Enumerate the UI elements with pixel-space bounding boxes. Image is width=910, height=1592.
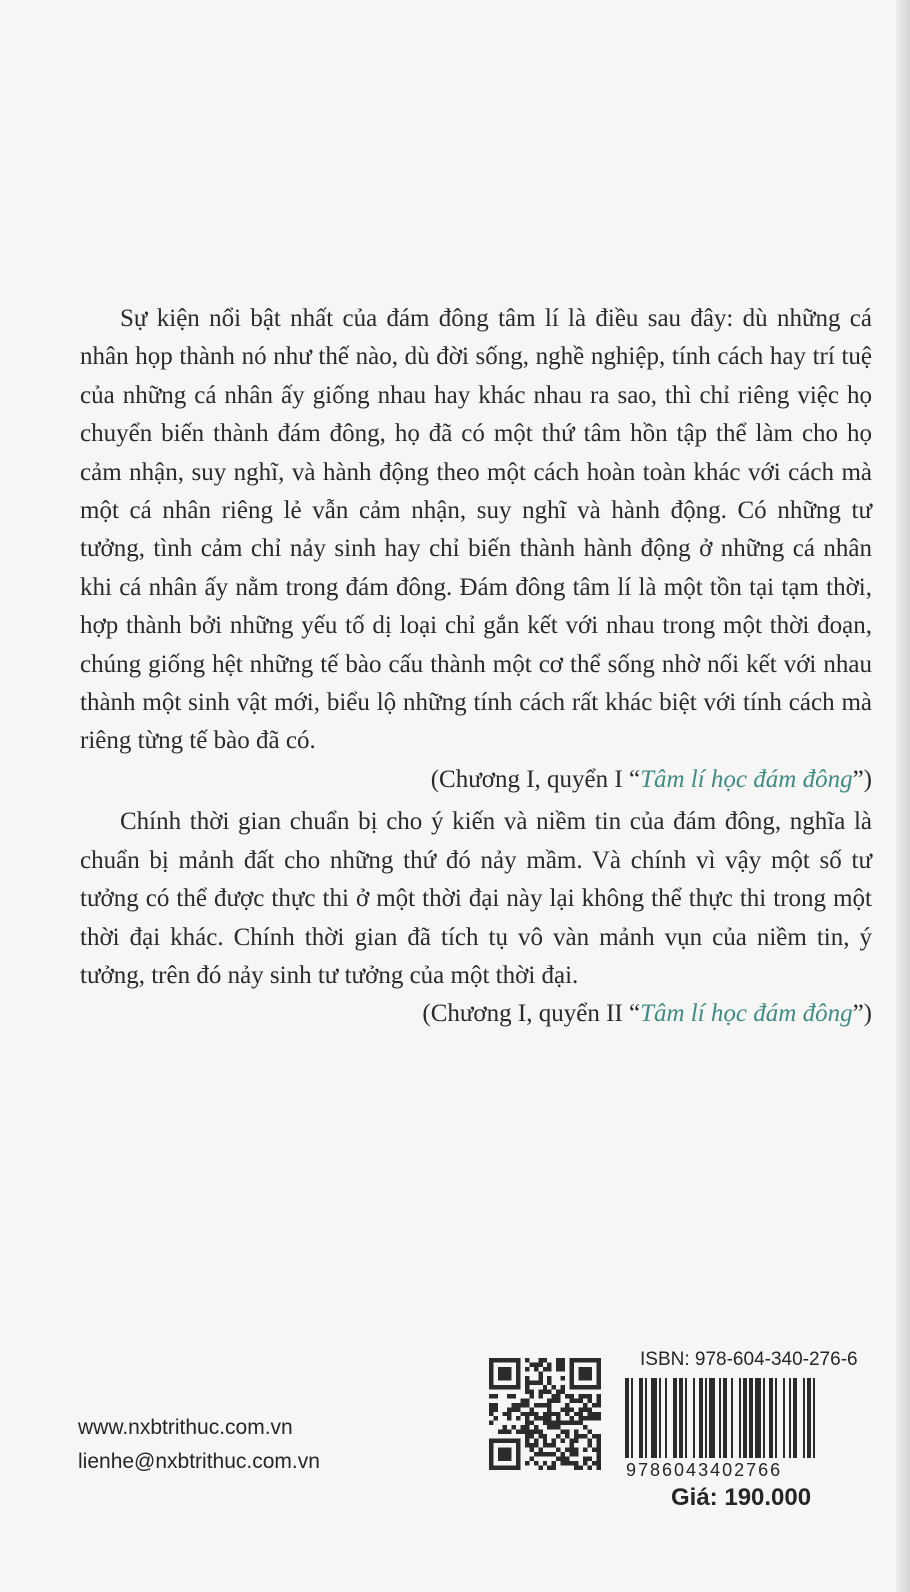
citation-1	[80, 761, 872, 799]
citation-2	[80, 995, 872, 1033]
citation-2-book-title: Tâm lí học đám đông	[640, 1000, 853, 1028]
citation-1-book-title: Tâm lí học đám đông	[640, 765, 853, 793]
barcode-number: 9786043402766	[626, 1460, 783, 1480]
price: Giá: 190.000	[671, 1484, 812, 1511]
cover-edge	[896, 0, 910, 1592]
publisher-email: lienhe@nxbtrithuc.com.vn	[78, 1450, 320, 1473]
publisher-contact	[78, 1411, 320, 1479]
citation-2-prefix: (Chương I, quyển II “	[422, 1000, 641, 1028]
quote-paragraph-2: Chính thời gian chuẩn bị cho ý kiến và niềm tin của đám đông, nghĩa là chuẩn bị mảnh đất cho những thứ đó nảy mầm. Và chính vì vậy một số tư tưởng có thể được thực thi ở một thời đại này lại không thể thực thi trong một thời đại khác. Chính thời gian đã tích tụ vô vàn mảnh vụn của niềm tin, ý tưởng, trên đó nảy sinh tư tưởng của một thời đại.	[80, 808, 872, 989]
quote-paragraph-1: Sự kiện nổi bật nhất của đám đông tâm lí là điều sau đây: dù những cá nhân họp thành nó như thế nào, dù đời sống, nghề nghiệp, tính cách hay trí tuệ của những cá nhân ấy giống nhau hay khác nhau ra sao, thì chỉ riêng việc họ chuyển biến thành đám đông, họ đã có một thứ tâm hồn tập thể làm cho họ cảm nhận, suy nghĩ, và hành động theo một cách hoàn toàn khác với cách mà một cá nhân riêng lẻ vẫn cảm nhận, suy nghĩ và hành động. Có những tư tưởng, tình cảm chỉ nảy sinh hay chỉ biến thành hành động ở những cá nhân khi cá nhân ấy nằm trong đám đông. Đám đông tâm lí là một tồn tại tạm thời, hợp thành bởi những yếu tố dị loại chỉ gắn kết với nhau trong một thời đoạn, chúng giống hệt những tế bào cấu thành một cơ thể sống nhờ nối kết với nhau thành một sinh vật mới, biểu lộ những tính cách rất khác biệt với tính cách mà riêng từng tế bào đã có.	[80, 305, 872, 755]
citation-2-suffix: ”)	[852, 1000, 872, 1028]
quote-section	[80, 300, 872, 1038]
isbn-label: ISBN: 978-604-340-276-6	[640, 1349, 858, 1370]
citation-1-prefix: (Chương I, quyển I “	[430, 765, 641, 793]
isbn-barcode	[625, 1378, 865, 1470]
citation-1-suffix: ”)	[852, 765, 872, 793]
publisher-website: www.nxbtrithuc.com.vn	[78, 1416, 293, 1439]
qr-code	[489, 1358, 601, 1470]
